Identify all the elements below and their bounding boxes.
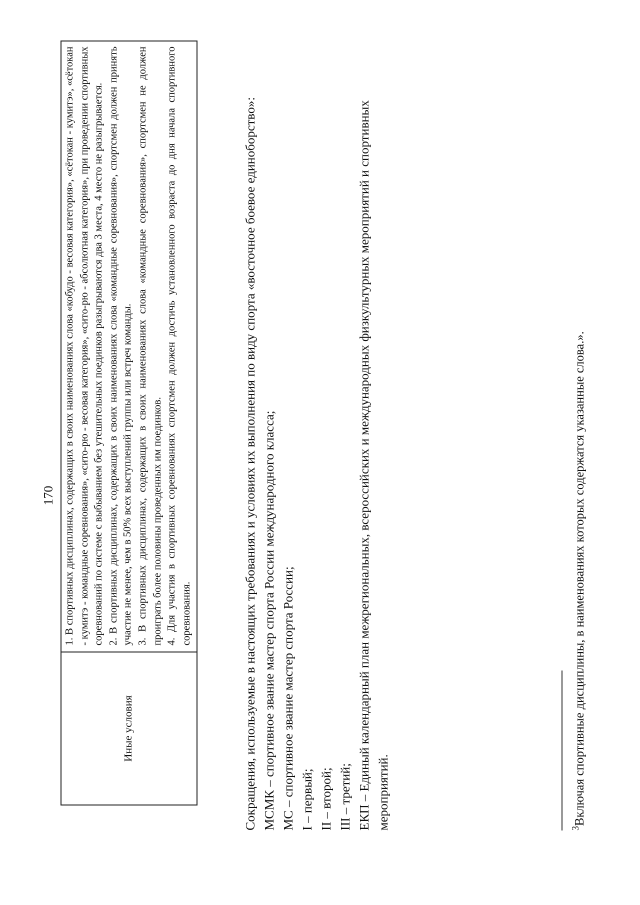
abbreviation-line: II – второй; [318,766,333,830]
abbreviation-line: III – третий; [337,762,352,830]
page-number: 170 [40,485,55,505]
footnote [567,30,587,830]
abbreviation-line: МС – спортивное звание мастер спорта России; [280,565,295,830]
conditions-table [60,40,197,805]
conditions-label: Иные условия [61,652,197,805]
footnote-mark: 3 [570,825,580,830]
abbreviation-line: I – первый; [299,768,314,830]
condition-item-4: 4. Для участия в спортивных соревнованиях спортсмен должен достичь установленного возраста до дня начала спортивного соревнования. [166,46,192,645]
footnote-text: Включая спортивные дисциплины, в наименованиях которых содержатся указанные слова.». [572,330,587,826]
condition-item-1: 1. В спортивных дисциплинах, содержащих в своих наименованиях слова «кобудо - весовая категория», «сётокан - кумитэ», «сётокан - кумитэ - командные соревнования», «сито-рю - весовая категория», «сито-рю - абсолютная категория», при проведении спортивных соревнований по системе с выбыванием без утешительных поединков разыгрываются два 3 места, 4 место не разыгрывается. [64,46,105,645]
condition-item-3: 3. В спортивных дисциплинах, содержащих в своих наименованиях слова «командные соревнования», спортсмен не должен проиграть более половины проведенных им поединков. [136,46,163,645]
condition-item-2: 2. В спортивных дисциплинах, содержащих в своих наименованиях слова «командные соревнования», спортсмен должен принять участие не менее, чем в 50% всех выступлений группы или встреч команды. [107,46,134,645]
table-row [61,41,197,805]
footnote-divider [561,670,562,830]
abbreviations-intro: Сокращения, используемые в настоящих требованиях и условиях их выполнения по виду спорта «восточное боевое единоборство»: [242,96,257,830]
abbreviation-line: ЕКП – Единый календарный план межрегиональных, всероссийских и международных физкультурных мероприятий и спортивных мероприятий. [356,99,390,830]
abbreviations-section [240,30,392,830]
abbreviation-line: МСМК – спортивное звание мастер спорта России международного класса; [261,410,276,830]
conditions-cell [61,41,197,652]
